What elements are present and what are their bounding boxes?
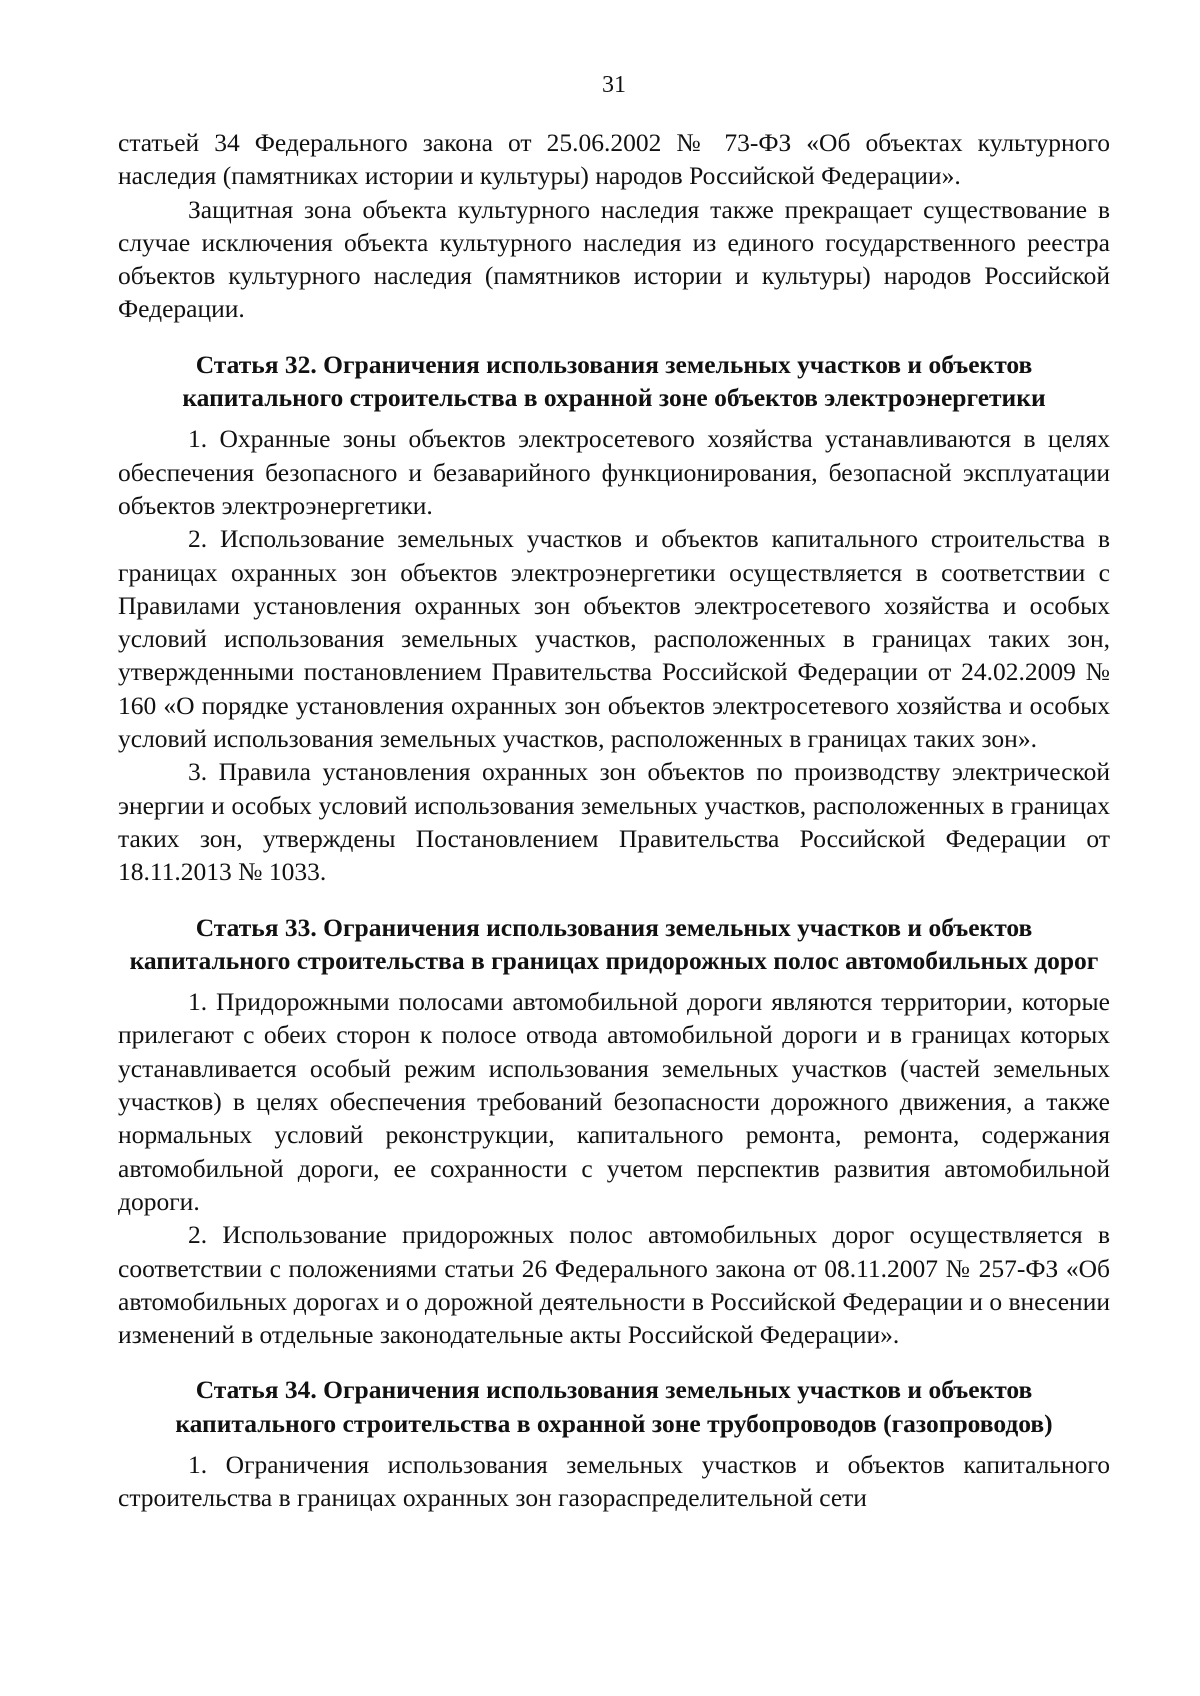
intro-section — [118, 126, 1110, 326]
article-32-paragraph-2: 2. Использование земельных участков и объектов капитального строительства в границах охранных зон объектов электроэнергетики осуществляется в соответствии с Правилами установления охранных зон объектов электросетевого хозяйства и особых условий использования земельных участков, расположенных в границах таких зон, утвержденными постановлением Правительства Российской Федерации от 24.02.2009 № 160 «О порядке установления охранных зон объектов электросетевого хозяйства и особых условий использования земельных участков, расположенных в границах таких зон». — [118, 524, 1110, 754]
article-32-paragraph-1: 1. Охранные зоны объектов электросетевого хозяйства устанавливаются в целях обеспечения безопасного и безаварийного функционирования, безопасной эксплуатации объектов электроэнергетики. — [118, 424, 1110, 520]
intro-paragraph-1: статьей 34 Федерального закона от 25.06.2002 № 73-ФЗ «Об объектах культурного наследия (памятниках истории и культуры) народов Российской Федерации». — [118, 128, 1110, 191]
article-34-paragraph-1: 1. Ограничения использования земельных участков и объектов капитального строительства в границах охранных зон газораспределительной сети — [118, 1449, 1110, 1513]
article-33-title: Статья 33. Ограничения использования земельных участков и объектов капитального строительства в границах придорожных полос автомобильных дорог — [129, 912, 1099, 975]
page-number: 31 — [602, 72, 626, 98]
article-33-paragraph-2: 2. Использование придорожных полос автомобильных дорог осуществляется в соответствии с положениями статьи 26 Федерального закона от 08.11.2007 № 257-ФЗ «Об автомобильных дорогах и о дорожной деятельности в Российской Федерации и о внесении изменений в отдельные законодательные акты Российской Федерации». — [118, 1220, 1110, 1350]
article-33-paragraph-1: 1. Придорожными полосами автомобильной дороги являются территории, которые прилегают с обеих сторон к полосе отвода автомобильной дороги и в границах которых устанавливается особый режим использования земельных участков (частей земельных участков) в целях обеспечения требований безопасности дорожного движения, а также нормальных условий реконструкции, капитального ремонта, ремонта, содержания автомобильной дороги, ее сохранности с учетом перспектив развития автомобильной дороги. — [118, 987, 1110, 1216]
article-32 — [118, 348, 1110, 889]
intro-paragraph-2: Защитная зона объекта культурного наследия также прекращает существование в случае исключения объекта культурного наследия из единого государственного реестра объектов культурного наследия (памятников истории и культуры) народов Российской Федерации. — [118, 194, 1110, 324]
article-34-title: Статья 34. Ограничения использования земельных участков и объектов капитального строительства в охранной зоне трубопроводов (газопроводов) — [175, 1375, 1053, 1438]
article-33 — [118, 911, 1110, 1352]
article-32-paragraph-3: 3. Правила установления охранных зон объектов по производству электрической энергии и особых условий использования земельных участков, расположенных в границах таких зон, утверждены Постановлением Правительства Российской Федерации от 18.11.2013 № 1033. — [118, 757, 1110, 887]
article-32-title: Статья 32. Ограничения использования земельных участков и объектов капитального строительства в охранной зоне объектов электроэнергетики — [182, 349, 1046, 413]
article-34 — [118, 1373, 1110, 1514]
